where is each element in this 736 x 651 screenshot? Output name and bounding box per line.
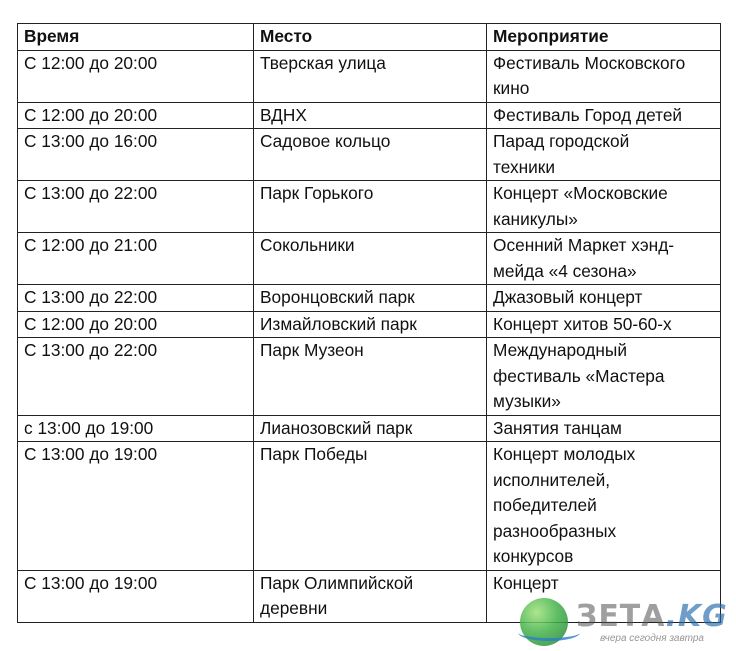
header-row [18, 24, 721, 51]
watermark-tagline: вчера сегодня завтра [600, 633, 704, 644]
cell-time [18, 442, 254, 571]
time-text: С 12:00 до 21:00 [24, 235, 158, 255]
cell-place [254, 338, 487, 416]
swoosh-logo-icon [518, 624, 580, 641]
time-text: С 12:00 до 20:00 [24, 52, 158, 73]
table-row [18, 50, 721, 102]
event-text-line: Фестиваль Московского [493, 52, 686, 73]
cell-event [487, 181, 721, 233]
place-text-line: Парк Победы [260, 444, 368, 464]
table-row [18, 129, 721, 181]
cell-time [18, 102, 254, 129]
cell-place [254, 570, 487, 622]
cell-place [254, 129, 487, 181]
table-row [18, 233, 721, 285]
event-text-line: Концерт хитов 50-60-х [493, 313, 672, 334]
watermark-brand-main: ЗЕТА [576, 599, 666, 634]
place-text-line: Парк Олимпийской [260, 572, 414, 593]
time-text: С 13:00 до 16:00 [24, 131, 158, 151]
event-text-line: Парад городской [493, 131, 630, 151]
cell-place [254, 181, 487, 233]
header-event: Мероприятие [487, 24, 721, 51]
cell-time [18, 181, 254, 233]
table-row [18, 311, 721, 338]
event-text-line: Концерт [493, 572, 559, 593]
event-text-line: фестиваль «Мастера [493, 365, 665, 386]
watermark-brand-suffix: .KG [665, 599, 728, 634]
event-text-line: мейда «4 сезона» [493, 260, 637, 281]
place-text-line: Парк Музеон [260, 340, 364, 360]
event-text-line: Концерт молодых [493, 444, 636, 464]
cell-time [18, 50, 254, 102]
time-text: С 13:00 до 19:00 [24, 572, 158, 593]
cell-event [487, 129, 721, 181]
event-text-line: Занятия танцам [493, 417, 622, 438]
place-text-line: деревни [260, 598, 328, 618]
table-row [18, 181, 721, 233]
cell-place [254, 102, 487, 129]
watermark-brand [576, 600, 728, 634]
cell-time [18, 415, 254, 442]
event-text-line: разнообразных [493, 520, 617, 541]
place-text-line: Сокольники [260, 235, 355, 255]
cell-event [487, 102, 721, 129]
place-text-line: Лианозовский парк [260, 417, 413, 438]
cell-time [18, 311, 254, 338]
place-text-line: Измайловский парк [260, 313, 417, 334]
time-text: с 13:00 до 19:00 [24, 417, 154, 438]
event-text-line: техники [493, 156, 556, 177]
cell-time [18, 285, 254, 312]
table-row [18, 285, 721, 312]
time-text: С 12:00 до 20:00 [24, 104, 158, 125]
table-row [18, 338, 721, 416]
event-text-line: Международный [493, 340, 627, 360]
place-text-line: Садовое кольцо [260, 131, 391, 151]
table-row [18, 102, 721, 129]
cell-place [254, 415, 487, 442]
cell-place [254, 50, 487, 102]
event-text-line: конкурсов [493, 546, 574, 566]
time-text: С 13:00 до 22:00 [24, 340, 158, 360]
time-text: С 13:00 до 22:00 [24, 183, 158, 203]
event-text-line: Концерт «Московские [493, 183, 668, 203]
place-text-line: Воронцовский парк [260, 287, 415, 307]
event-text-line: кино [493, 78, 530, 98]
cell-event [487, 442, 721, 571]
time-text: С 12:00 до 20:00 [24, 313, 158, 334]
cell-time [18, 570, 254, 622]
event-text-line: каникулы» [493, 208, 578, 229]
place-text-line: ВДНХ [260, 104, 307, 125]
time-text: С 13:00 до 19:00 [24, 444, 158, 464]
cell-place [254, 311, 487, 338]
cell-event [487, 50, 721, 102]
cell-event [487, 311, 721, 338]
event-text-line: Осенний Маркет хэнд- [493, 235, 675, 255]
cell-place [254, 233, 487, 285]
time-text: С 13:00 до 22:00 [24, 287, 158, 307]
header-place: Место [254, 24, 487, 51]
schedule-table [17, 23, 721, 623]
event-text-line: Джазовый концерт [493, 287, 643, 307]
place-text-line: Тверская улица [260, 52, 386, 73]
event-text-line: исполнителей, [493, 469, 611, 490]
cell-event [487, 415, 721, 442]
cell-event [487, 285, 721, 312]
cell-time [18, 338, 254, 416]
event-text-line: музыки» [493, 391, 561, 411]
event-text-line: Фестиваль Город детей [493, 104, 683, 125]
cell-event [487, 338, 721, 416]
cell-time [18, 233, 254, 285]
table-row [18, 415, 721, 442]
table-row [18, 442, 721, 571]
header-time: Время [18, 24, 254, 51]
cell-time [18, 129, 254, 181]
cell-place [254, 442, 487, 571]
cell-event [487, 233, 721, 285]
cell-place [254, 285, 487, 312]
place-text-line: Парк Горького [260, 183, 374, 203]
zeta-kg-watermark [518, 596, 736, 651]
event-text-line: победителей [493, 495, 597, 515]
